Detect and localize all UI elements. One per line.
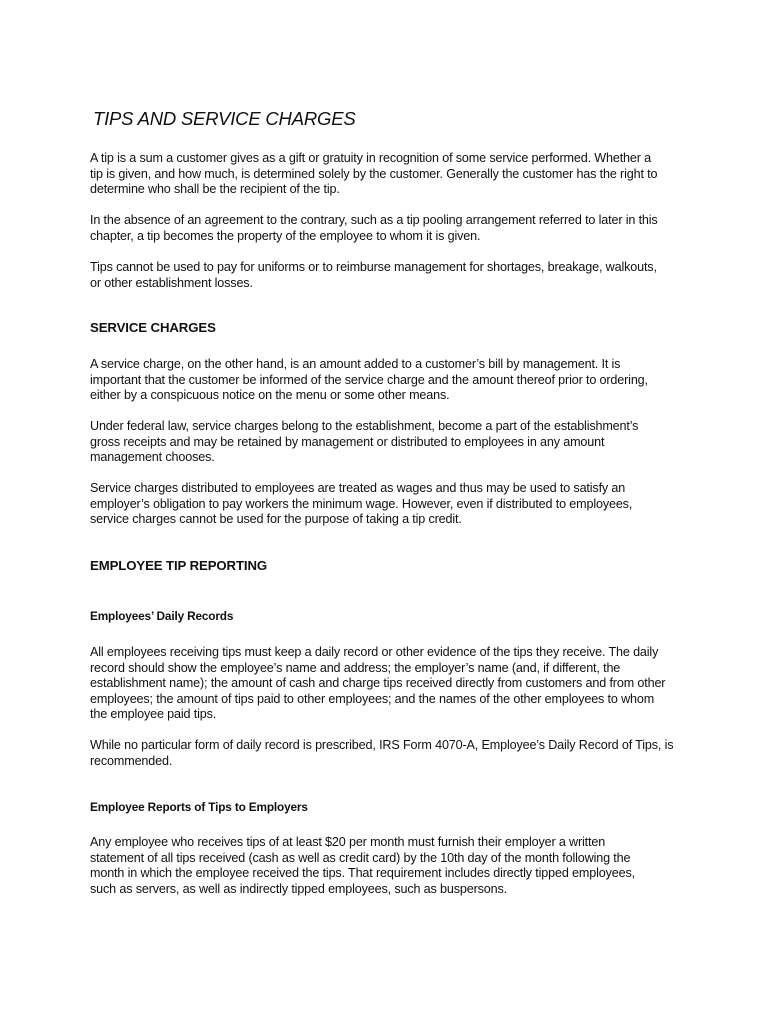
paragraph-text: All employees receiving tips must keep a daily record or other evidence of the tips they receive. The daily record should show the employee’s name and address; the employer’s name (and, if different, the establishment name); the amount of cash and charge tips received directly from customers and from other employees; the amount of tips paid to other employees; and the names of the other employees to whom the employee paid tips. <box>90 645 666 722</box>
paragraph-federal-law <box>90 419 690 466</box>
paragraph-daily-record <box>90 645 690 723</box>
paragraph-tip-property <box>90 213 690 244</box>
heading-employee-tip-reporting: EMPLOYEE TIP REPORTING <box>90 558 268 573</box>
document-title: TIPS AND SERVICE CHARGES <box>93 108 356 129</box>
paragraph-service-charge-definition <box>90 357 690 404</box>
paragraph-service-charges-wages <box>90 481 690 528</box>
paragraph-reports <box>90 835 690 897</box>
subheading-daily-records: Employees’ Daily Records <box>90 609 234 623</box>
paragraph-text: Under federal law, service charges belong to the establishment, become a part of the establishment’s gross receipts and may be retained by management or distributed to employees in any amount management chooses. <box>90 419 639 465</box>
heading-service-charges: SERVICE CHARGES <box>90 320 216 335</box>
paragraph-text: Any employee who receives tips of at least $20 per month must furnish their employer a written statement of all tips received (cash as well as credit card) by the 10th day of the month following the month in which the employee received the tips. That requirement includes directly tipped employees, such as servers, as well as indirectly tipped employees, such as buspersons. <box>90 835 635 896</box>
subheading-reports-to-employers: Employee Reports of Tips to Employers <box>90 800 308 814</box>
paragraph-form-4070a <box>90 738 690 769</box>
paragraph-tip-uniforms <box>90 260 690 291</box>
paragraph-text: While no particular form of daily record is prescribed, IRS Form 4070-A, Employee’s Daily Record of Tips, is recommended. <box>90 738 674 768</box>
paragraph-text: A tip is a sum a customer gives as a gift or gratuity in recognition of some service performed. Whether a tip is given, and how much, is determined solely by the customer. Generally the customer has the right to determine who shall be the recipient of the tip. <box>90 151 658 197</box>
paragraph-tip-definition <box>90 151 690 198</box>
paragraph-text: Tips cannot be used to pay for uniforms or to reimburse management for shortages, breakage, walkouts, or other establishment losses. <box>90 260 657 290</box>
paragraph-text: Service charges distributed to employees are treated as wages and thus may be used to satisfy an employer’s obligation to pay workers the minimum wage. However, even if distributed to employees, service charges cannot be used for the purpose of taking a tip credit. <box>90 481 633 527</box>
paragraph-text: In the absence of an agreement to the contrary, such as a tip pooling arrangement referred to later in this chapter, a tip becomes the property of the employee to whom it is given. <box>90 213 658 243</box>
paragraph-text: A service charge, on the other hand, is an amount added to a customer’s bill by management. It is important that the customer be informed of the service charge and the amount thereof prior to ordering, either by a conspicuous notice on the menu or some other means. <box>90 357 648 403</box>
